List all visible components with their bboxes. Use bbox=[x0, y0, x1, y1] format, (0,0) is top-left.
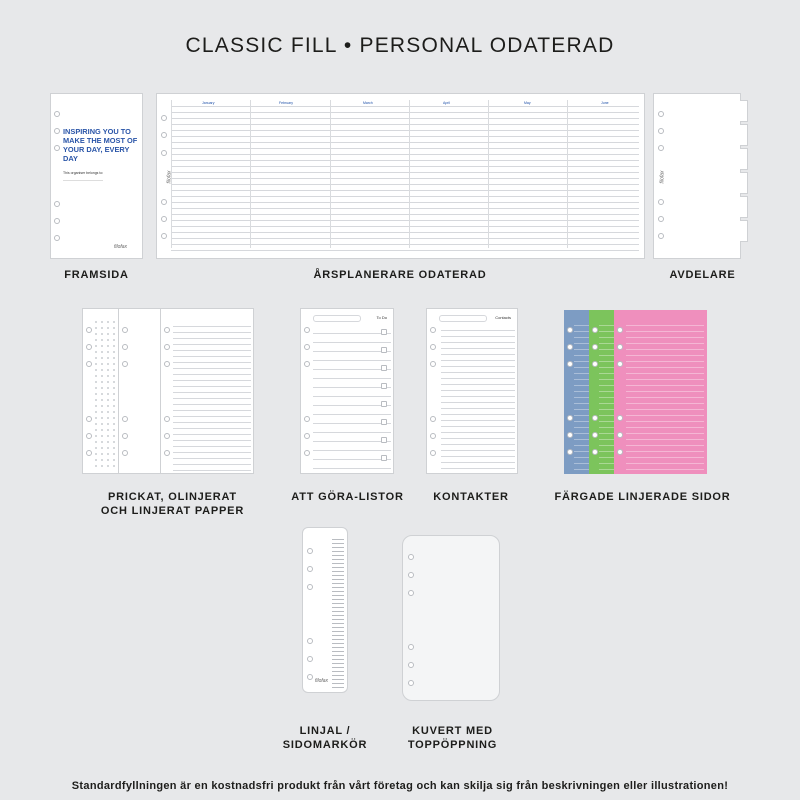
punch-hole bbox=[567, 415, 573, 421]
punch-hole bbox=[592, 449, 598, 455]
punch-hole bbox=[164, 416, 170, 422]
divider-tab bbox=[740, 196, 748, 218]
label-att-gora: ATT GÖRA-LISTOR bbox=[291, 491, 404, 503]
punch-hole bbox=[86, 344, 92, 350]
punch-hole bbox=[617, 432, 623, 438]
month-label: January bbox=[202, 101, 215, 105]
punch-hole bbox=[304, 361, 310, 367]
punch-hole bbox=[592, 327, 598, 333]
punch-hole bbox=[592, 415, 598, 421]
punch-hole bbox=[304, 344, 310, 350]
label-linjal-line2: SIDOMARKÖR bbox=[282, 739, 368, 751]
punch-hole bbox=[567, 449, 573, 455]
punch-hole bbox=[430, 450, 436, 456]
todo-lines bbox=[313, 325, 391, 471]
punch-hole bbox=[307, 566, 313, 572]
month-column bbox=[488, 100, 531, 248]
punch-hole bbox=[430, 327, 436, 333]
punch-hole bbox=[617, 361, 623, 367]
cover-slogan: INSPIRING YOU TO MAKE THE MOST OF YOUR DAY, EVERY DAY bbox=[63, 127, 138, 163]
punch-hole bbox=[304, 416, 310, 422]
brand-logo: filofax bbox=[659, 170, 666, 184]
brand-logo: filofax bbox=[114, 244, 128, 250]
punch-hole bbox=[567, 327, 573, 333]
todo-header-box bbox=[313, 315, 361, 322]
checkbox-icon bbox=[381, 347, 387, 353]
punch-hole bbox=[304, 327, 310, 333]
punch-hole bbox=[592, 432, 598, 438]
divider-tab bbox=[740, 148, 748, 170]
envelope-sheet bbox=[402, 535, 500, 701]
punch-hole bbox=[161, 150, 167, 156]
punch-hole bbox=[161, 216, 167, 222]
punch-hole bbox=[408, 662, 414, 668]
punch-hole bbox=[408, 644, 414, 650]
punch-hole bbox=[567, 361, 573, 367]
ruled-lines bbox=[173, 321, 251, 471]
label-prickat-line1: PRICKAT, OLINJERAT bbox=[108, 491, 237, 503]
punch-hole bbox=[164, 344, 170, 350]
checkbox-icon bbox=[381, 455, 387, 461]
punch-hole bbox=[86, 433, 92, 439]
month-label: May bbox=[524, 101, 531, 105]
punch-hole bbox=[592, 344, 598, 350]
month-column bbox=[250, 100, 294, 248]
contacts-sheet bbox=[426, 308, 518, 474]
punch-hole bbox=[161, 132, 167, 138]
punch-hole bbox=[86, 361, 92, 367]
label-linjal bbox=[265, 724, 385, 752]
punch-hole bbox=[430, 361, 436, 367]
punch-hole bbox=[408, 572, 414, 578]
label-kuvert-line1: KUVERT MED bbox=[412, 725, 493, 737]
punch-hole bbox=[658, 111, 664, 117]
punch-hole bbox=[122, 327, 128, 333]
cover-divider bbox=[63, 180, 103, 181]
punch-hole bbox=[617, 415, 623, 421]
month-label: March bbox=[363, 101, 373, 105]
punch-hole bbox=[658, 199, 664, 205]
punch-hole bbox=[430, 344, 436, 350]
contacts-header: Contacts bbox=[495, 315, 511, 320]
punch-hole bbox=[54, 201, 60, 207]
contacts-header-box bbox=[439, 315, 487, 322]
lined-paper-sheet bbox=[160, 308, 254, 474]
planner-grid-lines bbox=[171, 101, 639, 251]
punch-hole bbox=[307, 638, 313, 644]
label-prickat-line2: OCH LINJERAT PAPPER bbox=[100, 505, 245, 517]
punch-hole bbox=[307, 656, 313, 662]
pink-lined-sheet bbox=[614, 310, 707, 474]
punch-hole bbox=[617, 344, 623, 350]
contacts-lines bbox=[441, 325, 515, 471]
ruled-lines bbox=[626, 320, 704, 470]
punch-hole bbox=[122, 450, 128, 456]
punch-hole bbox=[304, 450, 310, 456]
punch-hole bbox=[54, 235, 60, 241]
punch-hole bbox=[617, 327, 623, 333]
punch-hole bbox=[122, 344, 128, 350]
label-avdelare: AVDELARE bbox=[669, 269, 736, 281]
brand-logo: filofax bbox=[315, 678, 329, 684]
checkbox-icon bbox=[381, 401, 387, 407]
punch-hole bbox=[54, 145, 60, 151]
todo-list-sheet bbox=[300, 308, 394, 474]
punch-hole bbox=[567, 432, 573, 438]
punch-hole bbox=[164, 327, 170, 333]
divider-tab bbox=[740, 172, 748, 194]
month-label: June bbox=[601, 101, 609, 105]
month-label: February bbox=[279, 101, 294, 105]
label-kuvert bbox=[390, 724, 515, 752]
punch-hole bbox=[164, 361, 170, 367]
label-prickat bbox=[60, 490, 285, 518]
punch-hole bbox=[658, 216, 664, 222]
punch-hole bbox=[86, 416, 92, 422]
punch-hole bbox=[161, 115, 167, 121]
label-kontakter: KONTAKTER bbox=[433, 491, 509, 503]
punch-hole bbox=[408, 554, 414, 560]
punch-hole bbox=[567, 344, 573, 350]
label-arsplanerare: ÅRSPLANERARE ODATERAD bbox=[313, 269, 487, 281]
punch-hole bbox=[658, 145, 664, 151]
punch-hole bbox=[430, 416, 436, 422]
footer-disclaimer: Standardfyllningen är en kostnadsfri produkt från vårt företag och kan skilja sig från beskrivningen eller illustrationen! bbox=[71, 780, 729, 792]
cover-page-sheet bbox=[50, 93, 143, 259]
divider-tab bbox=[740, 220, 748, 242]
punch-hole bbox=[408, 590, 414, 596]
label-fargade: FÄRGADE LINJERADE SIDOR bbox=[554, 491, 731, 503]
punch-hole bbox=[122, 433, 128, 439]
cover-owner-line: This organiser belongs to: bbox=[63, 171, 104, 175]
label-framsida: FRAMSIDA bbox=[64, 269, 129, 281]
ruler-sheet bbox=[302, 527, 348, 693]
checkbox-icon bbox=[381, 365, 387, 371]
checkbox-icon bbox=[381, 419, 387, 425]
punch-hole bbox=[408, 680, 414, 686]
ruler-scale bbox=[332, 536, 344, 688]
punch-hole bbox=[307, 584, 313, 590]
punch-hole bbox=[430, 433, 436, 439]
checkbox-icon bbox=[381, 383, 387, 389]
punch-hole bbox=[307, 548, 313, 554]
month-column bbox=[330, 100, 373, 248]
punch-hole bbox=[164, 450, 170, 456]
punch-hole bbox=[658, 233, 664, 239]
brand-logo: filofax bbox=[166, 170, 173, 184]
punch-hole bbox=[164, 433, 170, 439]
checkbox-icon bbox=[381, 329, 387, 335]
punch-hole bbox=[592, 361, 598, 367]
month-column bbox=[567, 100, 609, 248]
month-label: April bbox=[443, 101, 451, 105]
checkbox-icon bbox=[381, 437, 387, 443]
punch-hole bbox=[307, 674, 313, 680]
label-kuvert-line2: TOPPÖPPNING bbox=[407, 739, 498, 751]
divider-sheet bbox=[653, 93, 741, 259]
punch-hole bbox=[54, 111, 60, 117]
todo-header: To Do bbox=[376, 315, 387, 320]
month-column bbox=[409, 100, 451, 248]
punch-hole bbox=[122, 361, 128, 367]
divider-tab bbox=[740, 124, 748, 146]
punch-hole bbox=[86, 450, 92, 456]
page-title: CLASSIC FILL • PERSONAL ODATERAD bbox=[185, 34, 615, 57]
punch-hole bbox=[658, 128, 664, 134]
punch-hole bbox=[54, 218, 60, 224]
year-planner-sheet bbox=[156, 93, 645, 259]
punch-hole bbox=[304, 433, 310, 439]
divider-tab bbox=[740, 100, 748, 122]
punch-hole bbox=[86, 327, 92, 333]
punch-hole bbox=[161, 233, 167, 239]
punch-hole bbox=[161, 199, 167, 205]
punch-hole bbox=[54, 128, 60, 134]
punch-hole bbox=[122, 416, 128, 422]
punch-hole bbox=[617, 449, 623, 455]
label-linjal-line1: LINJAL / bbox=[299, 725, 351, 737]
